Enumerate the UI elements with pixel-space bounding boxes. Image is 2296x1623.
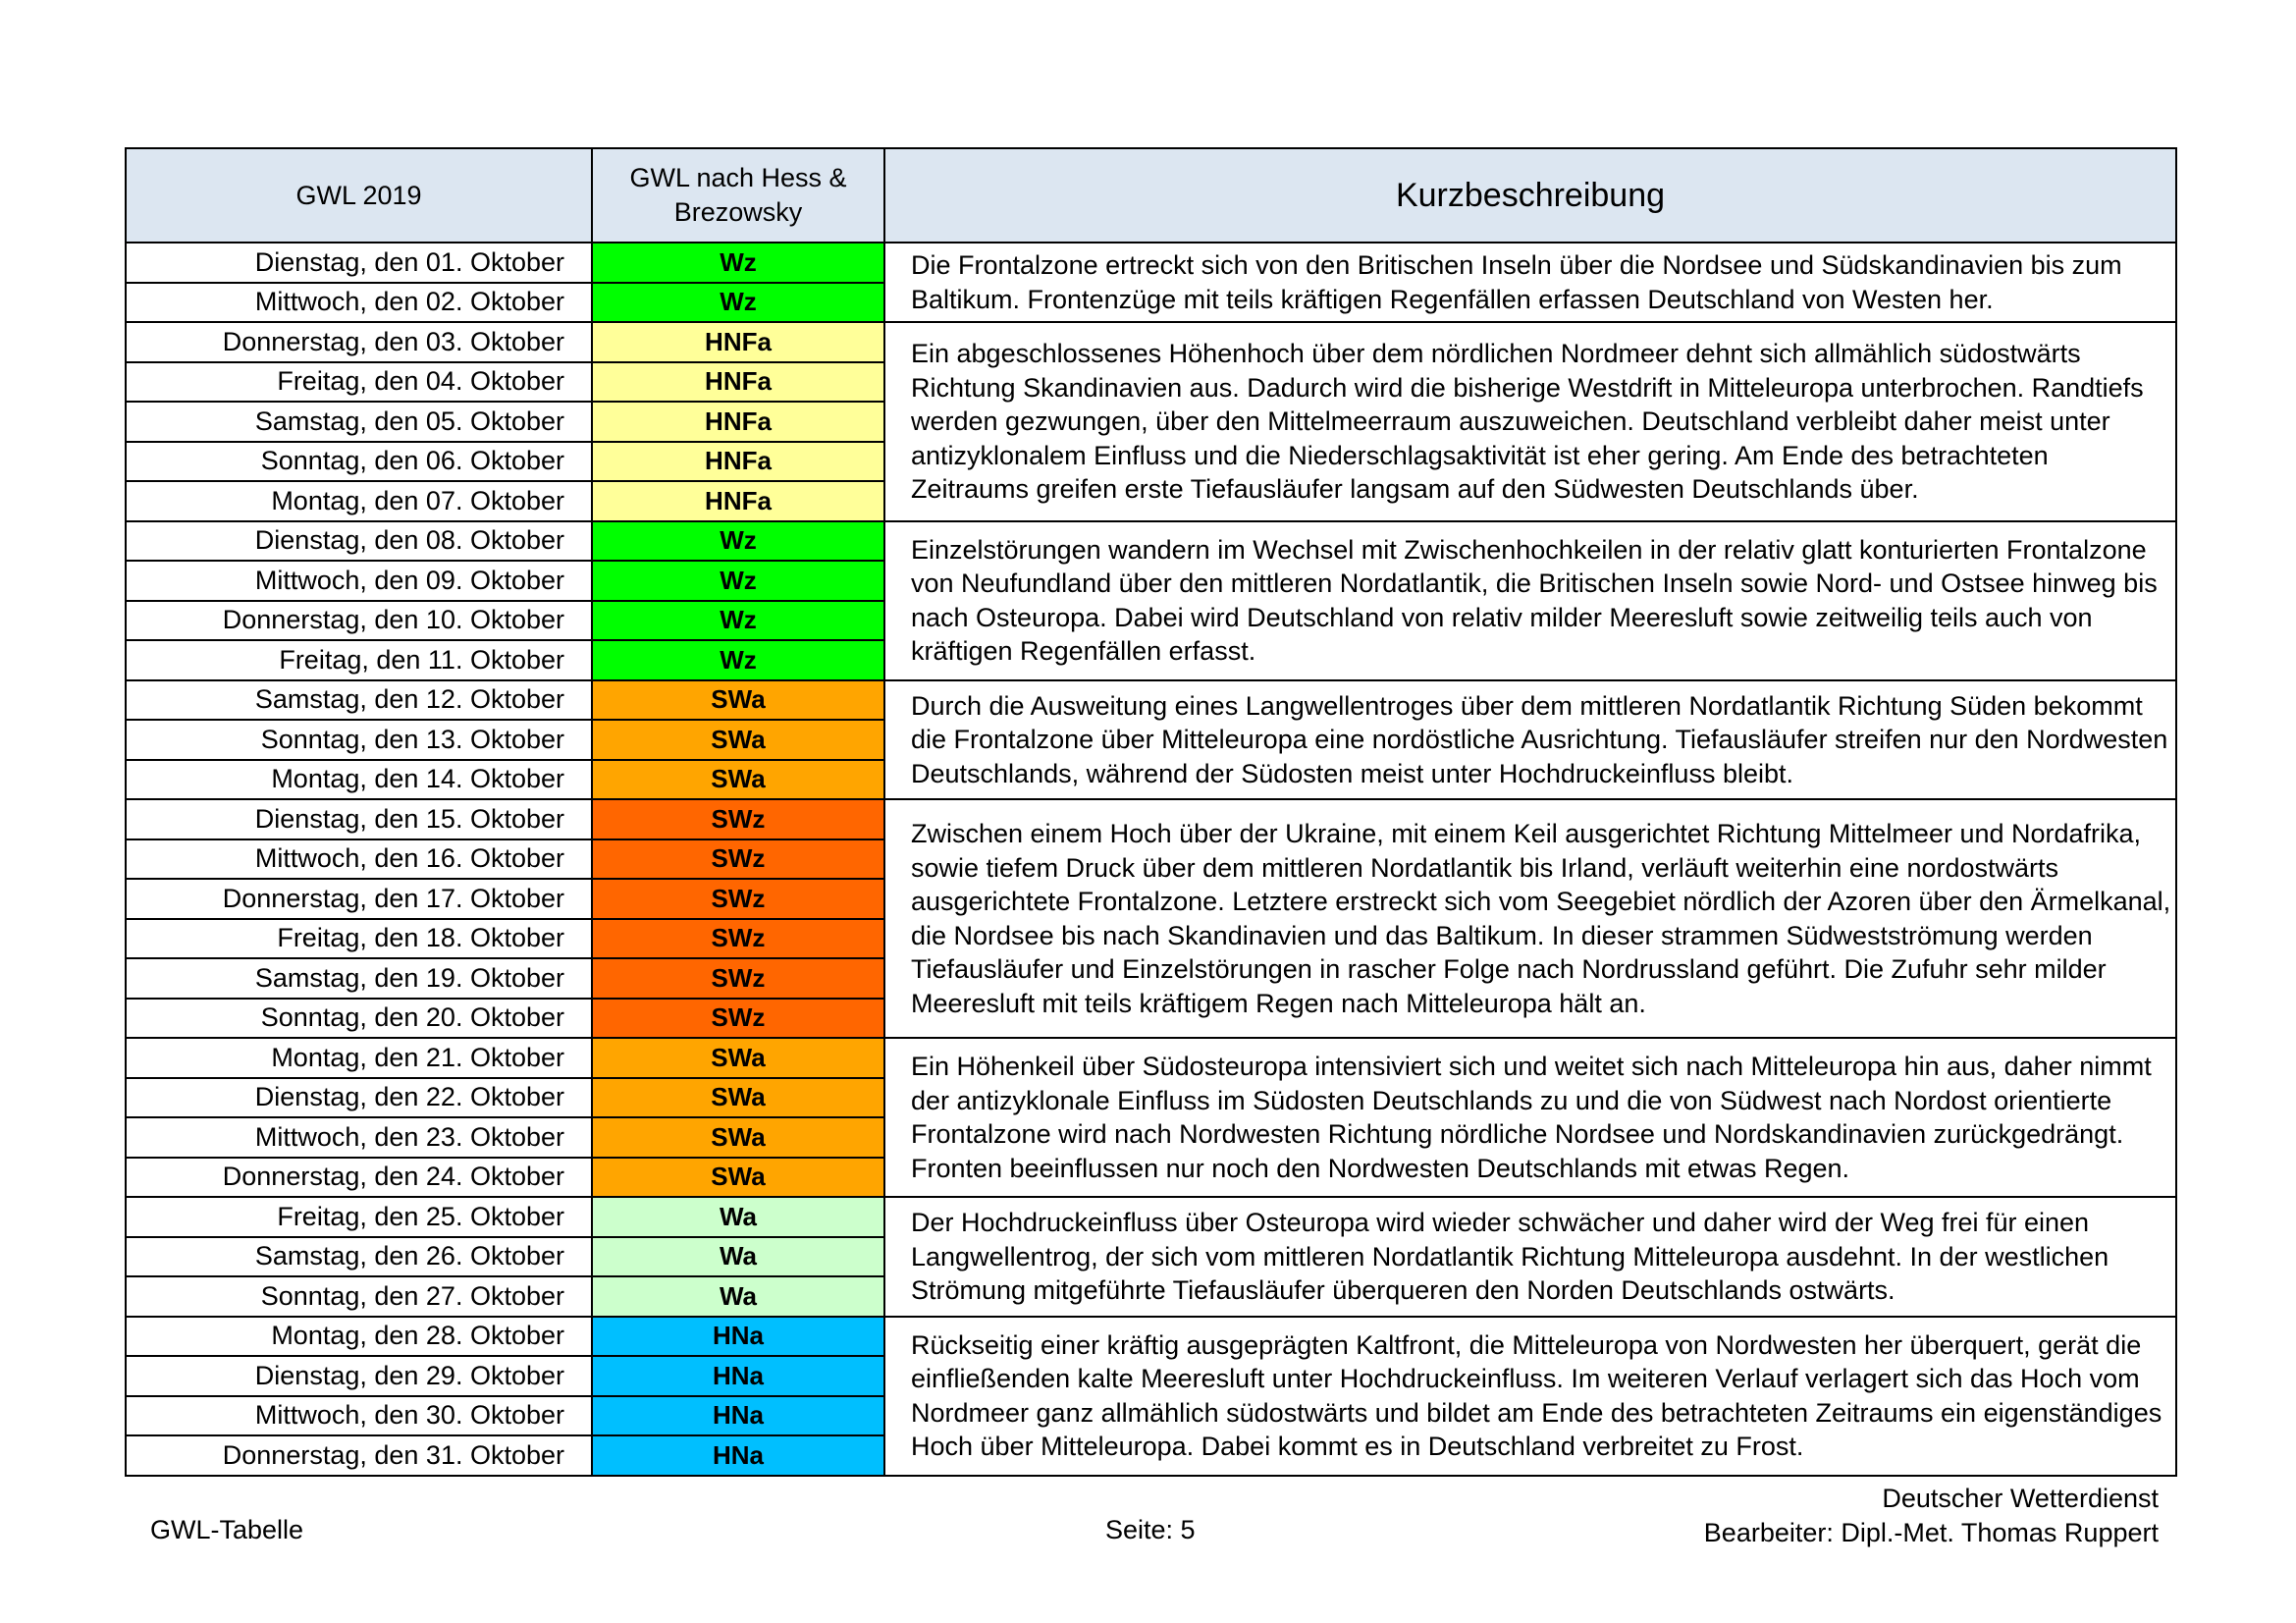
- date-cell: Sonntag, den 20. Oktober: [126, 999, 592, 1039]
- gwl-code-cell: HNFa: [592, 322, 884, 362]
- table-row: [126, 1197, 2176, 1237]
- date-cell: Samstag, den 05. Oktober: [126, 402, 592, 442]
- date-cell: Samstag, den 19. Oktober: [126, 958, 592, 999]
- date-cell: Dienstag, den 08. Oktober: [126, 521, 592, 562]
- date-cell: Donnerstag, den 10. Oktober: [126, 601, 592, 641]
- date-cell: Freitag, den 18. Oktober: [126, 919, 592, 959]
- gwl-code-cell: HNa: [592, 1435, 884, 1476]
- gwl-code-cell: SWa: [592, 1158, 884, 1198]
- header-description: Kurzbeschreibung: [884, 148, 2176, 243]
- gwl-code-cell: HNFa: [592, 402, 884, 442]
- description-cell: Einzelstörungen wandern im Wechsel mit Zwischenhochkeilen in der relativ glatt konturierten Frontalzone von Neufundland über den mittleren Nordatlantik, die Britischen Inseln sowie Nord- und Ostsee hinweg bis nach Osteuropa. Dabei wird Deutschland von relativ milder Meeresluft sowie zeitweilig teils auch von kräftigen Regenfällen erfasst.: [884, 521, 2176, 680]
- date-cell: Donnerstag, den 24. Oktober: [126, 1158, 592, 1198]
- gwl-code-cell: SWa: [592, 1038, 884, 1078]
- date-cell: Freitag, den 04. Oktober: [126, 362, 592, 403]
- date-cell: Mittwoch, den 09. Oktober: [126, 561, 592, 601]
- date-cell: Mittwoch, den 02. Oktober: [126, 283, 592, 323]
- date-cell: Montag, den 07. Oktober: [126, 481, 592, 521]
- date-cell: Dienstag, den 15. Oktober: [126, 799, 592, 839]
- gwl-table: [125, 147, 2177, 1477]
- date-cell: Mittwoch, den 30. Oktober: [126, 1396, 592, 1436]
- date-cell: Sonntag, den 27. Oktober: [126, 1276, 592, 1317]
- table-row: [126, 521, 2176, 562]
- date-cell: Donnerstag, den 03. Oktober: [126, 322, 592, 362]
- date-cell: Sonntag, den 06. Oktober: [126, 442, 592, 482]
- table-row: [126, 243, 2176, 283]
- gwl-code-cell: Wz: [592, 601, 884, 641]
- gwl-code-cell: HNa: [592, 1396, 884, 1436]
- gwl-code-cell: Wz: [592, 521, 884, 562]
- table-row: [126, 322, 2176, 362]
- gwl-code-cell: Wz: [592, 561, 884, 601]
- date-cell: Donnerstag, den 31. Oktober: [126, 1435, 592, 1476]
- date-cell: Mittwoch, den 23. Oktober: [126, 1117, 592, 1158]
- table-row: [126, 1317, 2176, 1357]
- gwl-code-cell: Wz: [592, 283, 884, 323]
- header-date: GWL 2019: [126, 148, 592, 243]
- date-cell: Freitag, den 25. Oktober: [126, 1197, 592, 1237]
- date-cell: Donnerstag, den 17. Oktober: [126, 879, 592, 919]
- gwl-code-cell: SWa: [592, 760, 884, 800]
- date-cell: Montag, den 21. Oktober: [126, 1038, 592, 1078]
- date-cell: Dienstag, den 22. Oktober: [126, 1078, 592, 1118]
- gwl-code-cell: SWz: [592, 999, 884, 1039]
- date-cell: Dienstag, den 29. Oktober: [126, 1356, 592, 1396]
- description-cell: Durch die Ausweitung eines Langwellentroges über dem mittleren Nordatlantik Richtung Süden bekommt die Frontalzone über Mitteleuropa eine nordöstliche Ausrichtung. Tiefausläufer streifen nur den Nordwesten Deutschlands, während der Südosten meist unter Hochdruckeinfluss bleibt.: [884, 680, 2176, 800]
- gwl-code-cell: SWz: [592, 839, 884, 880]
- gwl-code-cell: Wz: [592, 243, 884, 283]
- footer-doc-title: GWL-Tabelle: [150, 1515, 304, 1544]
- footer-page-number: Seite: 5: [1105, 1515, 1196, 1544]
- description-cell: Rückseitig einer kräftig ausgeprägten Kaltfront, die Mitteleuropa von Nordwesten her überquert, gerät die einfließenden kalte Meeresluft unter Hochdruckeinfluss. Im weiteren Verlauf verlagert sich das Hoch vom Nordmeer ganz allmählich südostwärts und bildet am Ende des betrachteten Zeitraums ein eigenständiges Hoch über Mitteleuropa. Dabei kommt es in Deutschland verbreitet zu Frost.: [884, 1317, 2176, 1476]
- date-cell: Samstag, den 26. Oktober: [126, 1237, 592, 1277]
- date-cell: Dienstag, den 01. Oktober: [126, 243, 592, 283]
- table-header-row: [126, 148, 2176, 243]
- gwl-code-cell: Wz: [592, 640, 884, 680]
- gwl-code-cell: HNFa: [592, 362, 884, 403]
- table-row: [126, 680, 2176, 721]
- date-cell: Freitag, den 11. Oktober: [126, 640, 592, 680]
- header-gwl: GWL nach Hess & Brezowsky: [592, 148, 884, 243]
- description-cell: Die Frontalzone ertreckt sich von den Britischen Inseln über die Nordsee und Südskandinavien bis zum Baltikum. Frontenzüge mit teils kräftigen Regenfällen erfassen Deutschland von Westen her.: [884, 243, 2176, 322]
- gwl-code-cell: Wa: [592, 1197, 884, 1237]
- table-row: [126, 799, 2176, 839]
- date-cell: Montag, den 14. Oktober: [126, 760, 592, 800]
- description-cell: Ein abgeschlossenes Höhenhoch über dem nördlichen Nordmeer dehnt sich allmählich südostwärts Richtung Skandinavien aus. Dadurch wird die bisherige Westdrift in Mitteleuropa unterbrochen. Randtiefs werden gezwungen, über den Mittelmeerraum auszuweichen. Deutschland verbleibt daher meist unter antizyklonalem Einfluss und die Niederschlagsaktivität ist eher gering. Am Ende des betrachteten Zeitraums greifen erste Tiefausläufer langsam auf den Südwesten Deutschlands über.: [884, 322, 2176, 521]
- gwl-code-cell: SWz: [592, 879, 884, 919]
- description-cell: Ein Höhenkeil über Südosteuropa intensiviert sich und weitet sich nach Mitteleuropa hin aus, daher nimmt der antizyklonale Einfluss im Südosten Deutschlands zu und die von Südwest nach Nordost orientierte Frontalzone wird nach Nordwesten Richtung nördliche Nordsee und Nordskandinavien zurückgedrängt. Fronten beeinflussen nur noch den Nordwesten Deutschlands mit etwas Regen.: [884, 1038, 2176, 1197]
- gwl-code-cell: Wa: [592, 1276, 884, 1317]
- date-cell: Samstag, den 12. Oktober: [126, 680, 592, 721]
- table-body: [126, 243, 2176, 1476]
- gwl-code-cell: HNFa: [592, 442, 884, 482]
- gwl-code-cell: SWa: [592, 1117, 884, 1158]
- date-cell: Mittwoch, den 16. Oktober: [126, 839, 592, 880]
- footer-organization: Deutscher Wetterdienst: [1882, 1484, 2159, 1513]
- footer-editor: Bearbeiter: Dipl.-Met. Thomas Ruppert: [1703, 1518, 2159, 1547]
- table-row: [126, 1038, 2176, 1078]
- date-cell: Sonntag, den 13. Oktober: [126, 720, 592, 760]
- gwl-code-cell: SWz: [592, 919, 884, 959]
- gwl-code-cell: HNa: [592, 1317, 884, 1357]
- gwl-code-cell: Wa: [592, 1237, 884, 1277]
- gwl-code-cell: HNFa: [592, 481, 884, 521]
- date-cell: Montag, den 28. Oktober: [126, 1317, 592, 1357]
- gwl-code-cell: SWz: [592, 799, 884, 839]
- gwl-code-cell: SWa: [592, 1078, 884, 1118]
- gwl-code-cell: HNa: [592, 1356, 884, 1396]
- description-cell: Zwischen einem Hoch über der Ukraine, mit einem Keil ausgerichtet Richtung Mittelmeer und Nordafrika, sowie tiefem Druck über dem mittleren Nordatlantik bis Irland, verläuft weiterhin eine nordostwärts ausgerichtete Frontalzone. Letztere erstreckt sich vom Seegebiet nördlich der Azoren über den Ärmelkanal, die Nordsee bis nach Skandinavien und das Baltikum. In dieser strammen Südwestströmung werden Tiefausläufer und Einzelstörungen in rascher Folge nach Nordrussland geführt. Die Zufuhr sehr milder Meeresluft mit teils kräftigem Regen nach Mitteleuropa hält an.: [884, 799, 2176, 1038]
- gwl-code-cell: SWa: [592, 680, 884, 721]
- description-cell: Der Hochdruckeinfluss über Osteuropa wird wieder schwächer und daher wird der Weg frei für einen Langwellentrog, der sich vom mittleren Nordatlantik Richtung Mitteleuropa ausdehnt. In der westlichen Strömung mitgeführte Tiefausläufer überqueren den Norden Deutschlands ostwärts.: [884, 1197, 2176, 1317]
- gwl-code-cell: SWa: [592, 720, 884, 760]
- gwl-code-cell: SWz: [592, 958, 884, 999]
